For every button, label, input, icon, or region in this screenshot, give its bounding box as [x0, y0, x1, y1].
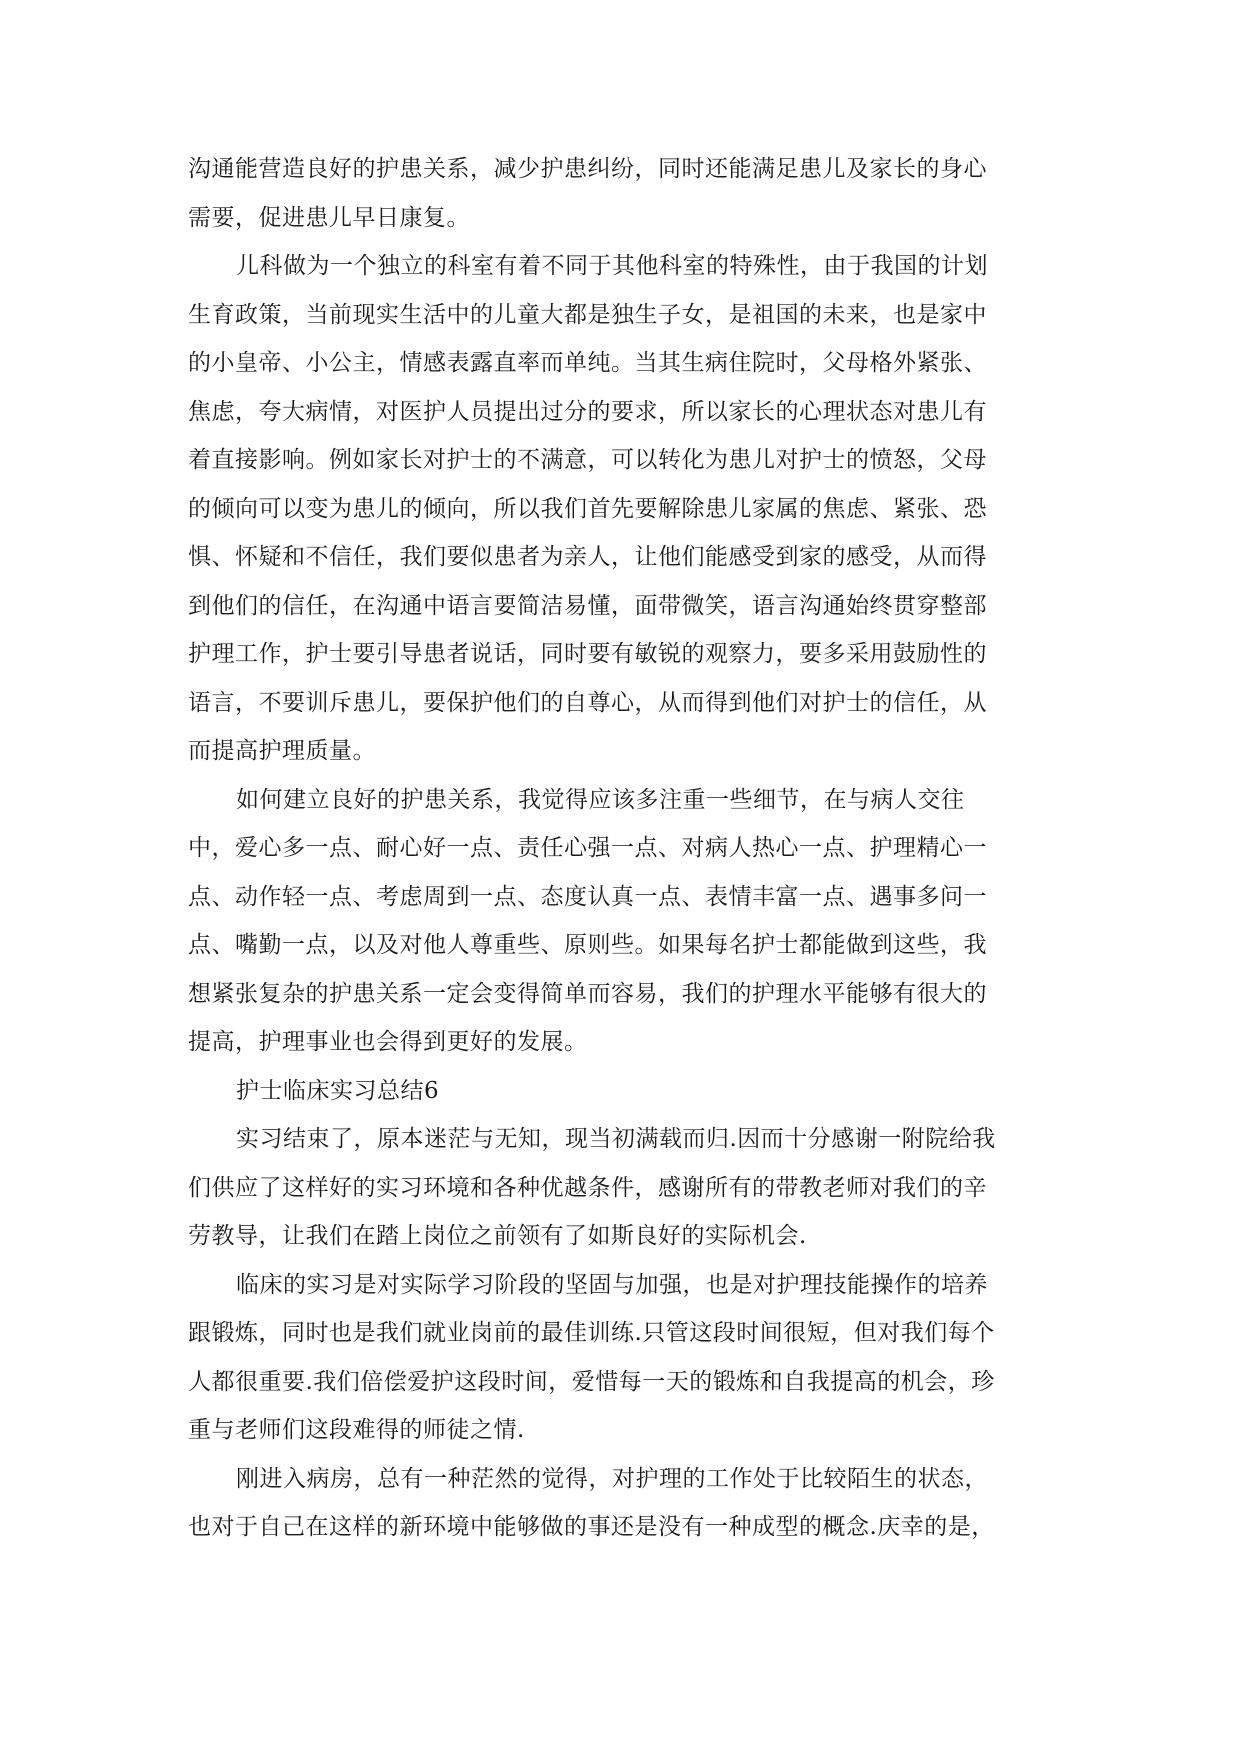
text-line: 的小皇帝、小公主，情感表露直率而单纯。当其生病住院时，父母格外紧张、 — [188, 350, 987, 376]
paragraph-1 — [188, 145, 1058, 242]
text-line: 着直接影响。例如家长对护士的不满意，可以转化为患儿对护士的愤怒，父母 — [188, 447, 987, 473]
paragraph-5 — [188, 1261, 1058, 1455]
text-line: 需要，促进患儿早日康复。 — [188, 204, 470, 231]
text-line: 劳教导，让我们在踏上岗位之前领有了如斯良好的实际机会. — [188, 1223, 807, 1249]
text-line: 提高，护理事业也会得到更好的发展。 — [188, 1029, 588, 1055]
text-line: 们供应了这样好的实习环境和各种优越条件，感谢所有的带教老师对我们的辛 — [188, 1174, 987, 1201]
heading-text: 护士临床实习总结6 — [236, 1077, 440, 1104]
document-body — [188, 145, 1058, 1552]
text-line: 沟通能营造良好的护患关系，减少护患纠纷，同时还能满足患儿及家长的身心 — [188, 156, 987, 182]
text-line: 生育政策，当前现实生活中的儿童大都是独生子女，是祖国的未来，也是家中 — [188, 301, 987, 328]
text-line: 语言，不要训斥患儿，要保护他们的自尊心，从而得到他们对护士的信任，从 — [188, 689, 987, 716]
text-line: 的倾向可以变为患儿的倾向，所以我们首先要解除患儿家属的焦虑、紧张、恐 — [188, 495, 987, 522]
text-line: 点、嘴勤一点，以及对他人尊重些、原则些。如果每名护士都能做到这些，我 — [188, 932, 987, 958]
text-line: 惧、怀疑和不信任，我们要似患者为亲人，让他们能感受到家的感受，从而得 — [188, 544, 987, 570]
paragraph-6 — [188, 1455, 1058, 1552]
text-line: 中，爱心多一点、耐心好一点、责任心强一点、对病人热心一点、护理精心一 — [188, 835, 987, 861]
paragraph-4 — [188, 1115, 1058, 1261]
text-line: 跟锻炼，同时也是我们就业岗前的最佳训练.只管这段时间很短，但对我们每个 — [188, 1320, 995, 1346]
text-line: 重与老师们这段难得的师徒之情. — [188, 1417, 525, 1443]
text-line: 临床的实习是对实际学习阶段的坚固与加强，也是对护理技能操作的培养 — [236, 1271, 988, 1298]
text-line: 焦虑，夸大病情，对医护人员提出过分的要求，所以家长的心理状态对患儿有 — [188, 398, 987, 425]
text-line: 也对于自己在这样的新环境中能够做的事还是没有一种成型的概念.庆幸的是， — [188, 1514, 995, 1540]
text-line: 护理工作，护士要引导患者说话，同时要有敏锐的观察力，要多采用鼓励性的 — [188, 641, 987, 667]
text-line: 人都很重要.我们倍偿爱护这段时间，爱惜每一天的锻炼和自我提高的机会，珍 — [188, 1368, 995, 1395]
text-line: 刚进入病房，总有一种茫然的觉得，对护理的工作处于比较陌生的状态， — [236, 1465, 988, 1492]
text-line: 如何建立良好的护患关系，我觉得应该多注重一些细节，在与病人交往 — [236, 786, 965, 813]
text-line: 想紧张复杂的护患关系一定会变得简单而容易，我们的护理水平能够有很大的 — [188, 980, 987, 1007]
text-line: 而提高护理质量。 — [188, 738, 376, 764]
text-line: 到他们的信任，在沟通中语言要简洁易懂，面带微笑，语言沟通始终贯穿整部 — [188, 592, 987, 619]
text-line: 儿科做为一个独立的科室有着不同于其他科室的特殊性，由于我国的计划 — [236, 253, 988, 279]
section-heading — [188, 1067, 1058, 1116]
paragraph-2 — [188, 242, 1058, 776]
paragraph-3 — [188, 776, 1058, 1067]
text-line: 实习结束了，原本迷茫与无知，现当初满载而归.因而十分感谢一附院给我 — [236, 1126, 996, 1152]
text-line: 点、动作轻一点、考虑周到一点、态度认真一点、表情丰富一点、遇事多问一 — [188, 883, 987, 910]
